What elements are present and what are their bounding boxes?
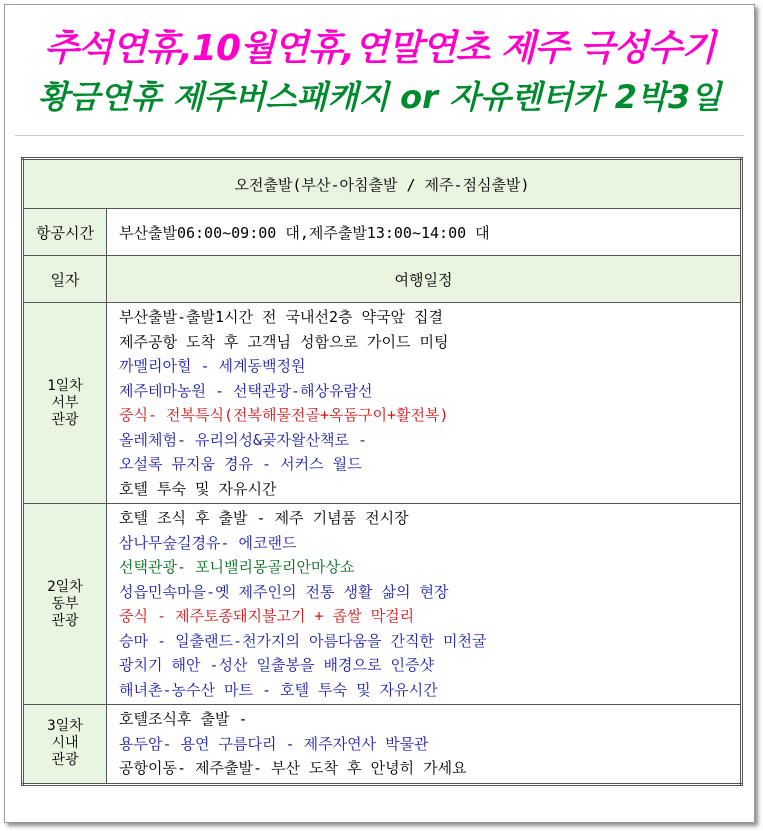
day-schedule bbox=[107, 303, 742, 504]
schedule-line: 부산출발-출발1시간 전 국내선2층 약국앞 집결 bbox=[119, 308, 444, 326]
schedule-line: 올레체험- 유리의성&곶자왈산책로 - bbox=[119, 430, 368, 449]
day-label bbox=[24, 378, 106, 429]
itinerary-column-header: 여행일정 bbox=[107, 256, 742, 303]
schedule-line: 중식 - 제주토종돼지불고기 + 좁쌀 막걸리 bbox=[119, 607, 415, 625]
column-header-row bbox=[23, 256, 742, 303]
day-label-line: 1일차 bbox=[47, 377, 83, 394]
day-label-line: 2일차 bbox=[47, 578, 83, 595]
schedule-line: 공항이동- 제주출발- 부산 도착 후 안녕히 가세요 bbox=[119, 759, 467, 777]
day-row bbox=[23, 705, 742, 785]
schedule-line: 광치기 해안 -성산 일출봉을 배경으로 인증샷 bbox=[119, 656, 435, 674]
schedule-line: 선택관광- 포니밸리몽골리안마상쇼 bbox=[119, 558, 355, 576]
flight-time-value: 부산출발06:00~09:00 대,제주출발13:00~14:00 대 bbox=[107, 209, 742, 256]
day-label-line: 관광 bbox=[51, 411, 79, 428]
day-schedule bbox=[107, 705, 742, 785]
day-label-cell bbox=[23, 303, 107, 504]
departure-row bbox=[23, 159, 742, 209]
header bbox=[5, 27, 754, 119]
schedule-line: 삼나무숲길경유- 에코랜드 bbox=[119, 533, 297, 552]
title-line-1: 추석연휴,10월연휴,연말연초 제주 극성수기 bbox=[44, 28, 715, 69]
schedule-line: 제주공항 도착 후 고객님 성함으로 가이드 미팅 bbox=[119, 332, 449, 351]
schedule-line: 오설록 뮤지움 경유 - 서커스 월드 bbox=[119, 455, 362, 473]
schedule-line: 용두암- 용연 구름다리 - 제주자연사 박물관 bbox=[119, 734, 429, 753]
schedule-line: 중식- 전복특식(전복해물전골+옥돔구이+활전복) bbox=[119, 406, 449, 424]
day-label-line: 동부 bbox=[51, 595, 79, 612]
schedule-line: 호텔 투숙 및 자유시간 bbox=[119, 479, 277, 498]
day-label bbox=[24, 579, 106, 630]
schedule-line: 제주테마농원 - 선택관광-해상유람선 bbox=[119, 381, 373, 400]
day-label-cell bbox=[23, 705, 107, 785]
schedule-line: 호텔조식후 출발 - bbox=[119, 710, 248, 728]
day-row bbox=[23, 504, 742, 705]
schedule-line: 호텔 조식 후 출발 - 제주 기념품 전시장 bbox=[119, 509, 409, 527]
day-label-cell bbox=[23, 504, 107, 705]
flight-time-row bbox=[23, 209, 742, 256]
schedule-line: 승마 - 일출랜드-천가지의 아름다움을 간직한 미천굴 bbox=[119, 631, 487, 650]
day-label-line: 서부 bbox=[51, 394, 79, 411]
schedule-line: 까멜리아힐 - 세계동백정원 bbox=[119, 357, 306, 375]
day-label-line: 시내 bbox=[51, 735, 79, 752]
departure-header: 오전출발(부산-아침출발 / 제주-점심출발) bbox=[23, 159, 742, 209]
day-schedule bbox=[107, 504, 742, 705]
header-divider bbox=[15, 135, 744, 136]
itinerary-table bbox=[21, 157, 743, 786]
schedule-line: 성읍민속마을-옛 제주인의 전통 생활 삶의 현장 bbox=[119, 582, 449, 601]
day-row bbox=[23, 303, 742, 504]
flight-time-label: 항공시간 bbox=[23, 209, 107, 256]
day-label-line: 관광 bbox=[51, 612, 79, 629]
day-label bbox=[24, 718, 106, 769]
date-column-header: 일자 bbox=[23, 256, 107, 303]
day-label-line: 관광 bbox=[51, 752, 79, 769]
day-label-line: 3일차 bbox=[47, 718, 83, 735]
title-line-2: 황금연휴 제주버스패캐지 or 자유렌터카 2박3일 bbox=[37, 78, 722, 116]
schedule-line: 해녀촌-농수산 마트 - 호텔 투숙 및 자유시간 bbox=[119, 680, 438, 699]
document-frame bbox=[4, 4, 755, 823]
